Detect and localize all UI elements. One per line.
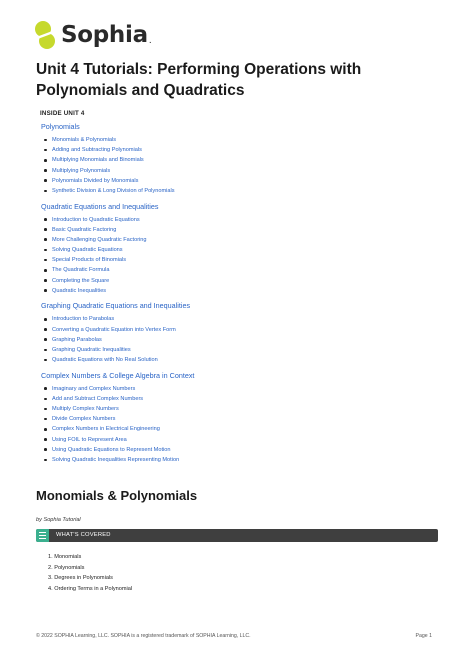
section-title: Monomials & Polynomials bbox=[36, 488, 198, 503]
whats-covered-bar bbox=[36, 529, 438, 542]
logo-trademark-dot: . bbox=[148, 34, 152, 46]
toc-section-list bbox=[41, 135, 441, 196]
toc-item-link[interactable]: Polynomials Divided by Monomials bbox=[41, 176, 441, 186]
covered-item: 1. Monomials bbox=[48, 554, 82, 560]
inside-unit-label: INSIDE UNIT 4 bbox=[40, 110, 85, 117]
toc-item-link[interactable]: Basic Quadratic Factoring bbox=[41, 225, 441, 235]
toc-item-link[interactable]: Graphing Quadratic Inequalities bbox=[41, 345, 441, 355]
toc-item-link[interactable]: Synthetic Division & Long Division of Polynomials bbox=[41, 186, 441, 196]
toc-section-link[interactable]: Quadratic Equations and Inequalities bbox=[41, 201, 159, 211]
covered-list bbox=[48, 552, 132, 594]
toc-item-link[interactable]: Quadratic Inequalities bbox=[41, 286, 441, 296]
toc-item-link[interactable]: Monomials & Polynomials bbox=[41, 135, 441, 145]
toc-section-list bbox=[41, 384, 441, 466]
whats-covered-label: WHAT'S COVERED bbox=[56, 532, 111, 538]
byline: by Sophia Tutorial bbox=[36, 517, 81, 523]
toc-item-link[interactable]: Special Products of Binomials bbox=[41, 255, 441, 265]
toc-item-link[interactable]: More Challenging Quadratic Factoring bbox=[41, 235, 441, 245]
sophia-logo bbox=[34, 20, 152, 50]
page-title: Unit 4 Tutorials: Performing Operations with Polynomials and Quadratics bbox=[36, 61, 362, 99]
covered-item: 2. Polynomials bbox=[48, 564, 85, 571]
toc-section-link[interactable]: Complex Numbers & College Algebra in Context bbox=[41, 370, 195, 380]
page-number: Page 1 bbox=[415, 633, 432, 639]
footer-copyright: © 2022 SOPHIA Learning, LLC. SOPHIA is a registered trademark of SOPHIA Learning, LLC. bbox=[36, 633, 251, 639]
toc-item-link[interactable]: Solving Quadratic Inequalities Representing Motion bbox=[41, 455, 441, 465]
toc-section-link[interactable]: Polynomials bbox=[41, 122, 80, 131]
toc-item-link[interactable]: Imaginary and Complex Numbers bbox=[41, 384, 441, 394]
list-icon bbox=[36, 529, 49, 542]
covered-item: 3. Degrees in Polynomials bbox=[48, 575, 113, 582]
toc-section-list bbox=[41, 215, 441, 297]
sophia-logo-text: Sophia bbox=[61, 22, 148, 48]
toc-item-link[interactable]: Completing the Square bbox=[41, 276, 441, 286]
toc-item-link[interactable]: Using Quadratic Equations to Represent Motion bbox=[41, 445, 441, 455]
toc-item-link[interactable]: Add and Subtract Complex Numbers bbox=[41, 394, 441, 404]
toc-item-link[interactable]: Using FOIL to Represent Area bbox=[41, 435, 441, 445]
toc-item-link[interactable]: Multiplying Monomials and Binomials bbox=[41, 155, 441, 165]
toc-item-link[interactable]: Introduction to Quadratic Equations bbox=[41, 215, 441, 225]
toc-section-list bbox=[41, 314, 441, 365]
covered-item: 4. Ordering Terms in a Polynomial bbox=[48, 585, 133, 592]
toc-item-link[interactable]: Multiply Complex Numbers bbox=[41, 404, 441, 414]
toc-item-link[interactable]: Solving Quadratic Equations bbox=[41, 245, 441, 255]
toc-section-link[interactable]: Graphing Quadratic Equations and Inequalities bbox=[41, 301, 191, 311]
toc-item-link[interactable]: Complex Numbers in Electrical Engineering bbox=[41, 424, 441, 434]
toc-item-link[interactable]: Multiplying Polynomials bbox=[41, 166, 441, 176]
toc-item-link[interactable]: Introduction to Parabolas bbox=[41, 314, 441, 324]
table-of-contents bbox=[41, 122, 441, 465]
toc-item-link[interactable]: Converting a Quadratic Equation into Vertex Form bbox=[41, 325, 441, 335]
toc-item-link[interactable]: Adding and Subtracting Polynomials bbox=[41, 145, 441, 155]
toc-item-link[interactable]: Divide Complex Numbers bbox=[41, 414, 441, 424]
toc-item-link[interactable]: The Quadratic Formula bbox=[41, 265, 441, 275]
sophia-logo-icon bbox=[34, 20, 56, 50]
toc-item-link[interactable]: Graphing Parabolas bbox=[41, 335, 441, 345]
toc-item-link[interactable]: Quadratic Equations with No Real Solution bbox=[41, 355, 441, 365]
